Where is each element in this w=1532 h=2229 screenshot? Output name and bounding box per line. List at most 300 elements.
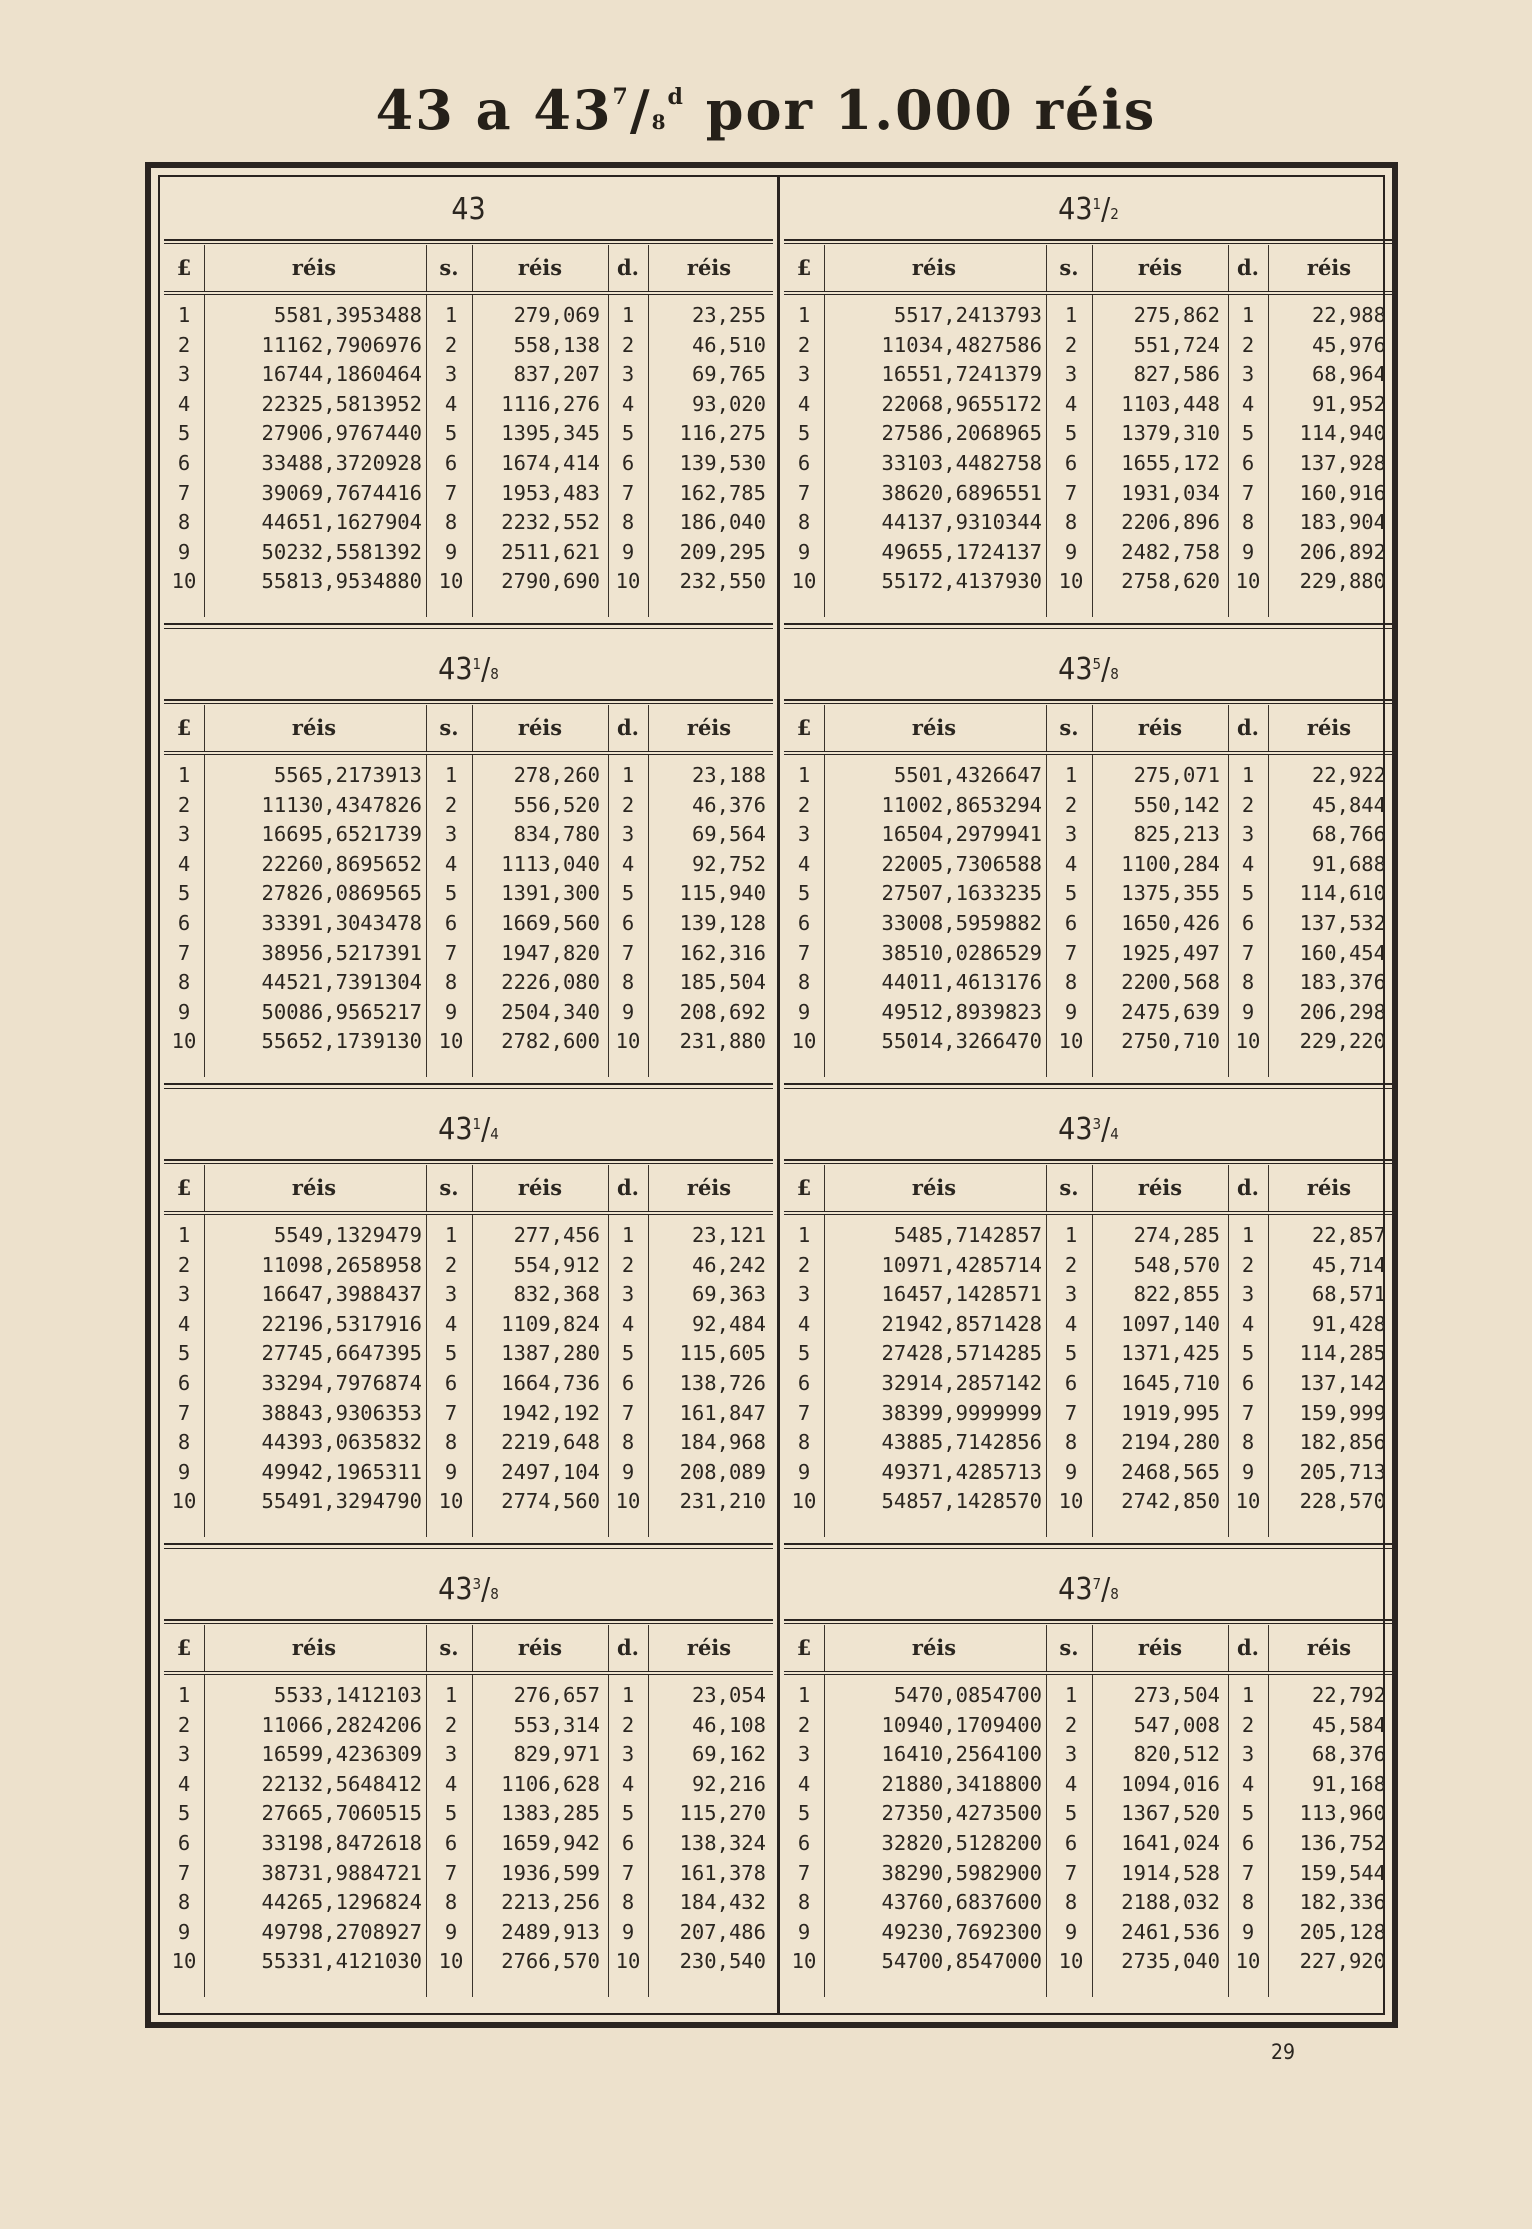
table-cell: 5 — [797, 421, 811, 446]
column-header: réis — [911, 255, 957, 280]
rule-line — [164, 1083, 773, 1085]
table-cell: 4 — [177, 391, 191, 416]
table-cell: 5 — [444, 881, 458, 906]
table-cell: 277,456 — [513, 1223, 600, 1247]
table-cell: 1 — [177, 303, 191, 327]
table-cell: 38843,9306353 — [261, 1400, 422, 1425]
table-cell: 6 — [444, 910, 458, 935]
table-cell: 2461,536 — [1121, 1919, 1220, 1944]
rule-line — [784, 1619, 1393, 1621]
table-cell: 551,724 — [1133, 332, 1220, 357]
column-divider — [1046, 755, 1047, 1077]
table-cell: 10 — [791, 569, 817, 594]
shilling-units-column — [1054, 761, 1088, 1071]
table-cell: 184,968 — [679, 1430, 766, 1455]
rate-block-title: $43^7/8$ — [1058, 1572, 1119, 1607]
table-cell: 10 — [615, 1029, 641, 1054]
column-divider — [204, 1215, 205, 1537]
column-divider — [204, 755, 205, 1077]
table-cell: 10 — [791, 1029, 817, 1054]
rule-line — [784, 623, 1393, 625]
rate-block-5 — [164, 1101, 773, 1561]
column-divider — [426, 755, 427, 1077]
table-cell: 162,316 — [679, 940, 766, 965]
table-cell: 22,988 — [1311, 303, 1386, 327]
table-cell: 5 — [797, 881, 811, 906]
pound-units-column — [164, 1221, 204, 1531]
column-header: réis — [686, 255, 732, 280]
rate-block-3 — [164, 641, 773, 1101]
rule-line — [784, 628, 1393, 629]
table-cell: 27507,1633235 — [881, 881, 1042, 906]
table-cell: 45,584 — [1311, 1712, 1386, 1737]
table-cell: 46,108 — [691, 1712, 766, 1737]
rule-line — [784, 703, 1393, 704]
column-header: réis — [291, 1175, 337, 1200]
table-cell: 10 — [615, 1949, 641, 1974]
table-cell: 38731,9884721 — [261, 1860, 422, 1885]
table-cell: 208,089 — [679, 1459, 766, 1484]
table-cell: 10 — [438, 1489, 464, 1514]
table-cell: 1113,040 — [501, 851, 600, 876]
pounds-reis-column — [832, 1681, 1042, 1991]
rate-block-2 — [784, 181, 1393, 641]
table-cell: 8 — [1241, 510, 1255, 535]
table-cell: 22,792 — [1311, 1683, 1386, 1707]
table-cell: 115,605 — [679, 1341, 766, 1366]
table-cell: 6 — [177, 1830, 191, 1855]
table-cell: 7 — [1241, 480, 1255, 505]
column-divider — [204, 1675, 205, 1997]
column-divider — [472, 1625, 473, 1671]
table-cell: 6 — [1064, 1830, 1078, 1855]
table-cell: 1 — [797, 1683, 811, 1707]
table-cell: 6 — [621, 450, 635, 475]
center-divider — [777, 177, 780, 2013]
table-cell: 44011,4613176 — [881, 970, 1042, 995]
shillings-reis-column — [474, 1681, 600, 1991]
table-cell: 3 — [1064, 362, 1078, 387]
column-divider — [204, 245, 205, 291]
column-divider — [472, 1165, 473, 1211]
table-cell: 7 — [797, 1860, 811, 1885]
table-cell: 93,020 — [691, 391, 766, 416]
table-cell: 27745,6647395 — [261, 1341, 422, 1366]
table-cell: 33103,4482758 — [881, 450, 1042, 475]
table-cell: 7 — [444, 480, 458, 505]
table-cell: 209,295 — [679, 539, 766, 564]
table-cell: 8 — [444, 1430, 458, 1455]
shilling-units-column — [434, 301, 468, 611]
table-cell: 6 — [797, 1370, 811, 1395]
table-cell: 1100,284 — [1121, 851, 1220, 876]
column-header: d. — [617, 715, 639, 740]
table-cell: 3 — [444, 1742, 458, 1767]
table-cell: 6 — [1241, 1830, 1255, 1855]
table-cell: 205,128 — [1299, 1919, 1386, 1944]
table-cell: 1 — [177, 763, 191, 787]
rate-block-title: 43 — [451, 192, 486, 227]
column-header: réis — [686, 1635, 732, 1660]
table-cell: 5 — [621, 421, 635, 446]
pence-units-column — [1228, 1221, 1268, 1531]
table-cell: 2790,690 — [501, 569, 600, 594]
table-cell: 5 — [797, 1801, 811, 1826]
column-divider — [648, 245, 649, 291]
table-cell: 1674,414 — [501, 450, 600, 475]
table-cell: 38290,5982900 — [881, 1860, 1042, 1885]
table-cell: 9 — [444, 1919, 458, 1944]
column-header: £ — [176, 1175, 192, 1200]
conversion-table-inner-border — [158, 175, 1385, 2015]
table-cell: 50232,5581392 — [261, 539, 422, 564]
column-header: réis — [517, 1175, 563, 1200]
table-cell: 8 — [621, 970, 635, 995]
table-cell: 2 — [797, 1712, 811, 1737]
table-cell: 1 — [444, 1683, 458, 1707]
column-header: réis — [1137, 1635, 1183, 1660]
table-cell: 1645,710 — [1121, 1370, 1220, 1395]
table-cell: 27665,7060515 — [261, 1801, 422, 1826]
table-cell: 7 — [177, 1400, 191, 1425]
table-cell: 4 — [177, 1311, 191, 1336]
table-cell: 6 — [444, 1830, 458, 1855]
table-cell: 91,168 — [1311, 1771, 1386, 1796]
column-divider — [824, 755, 825, 1077]
rule-line — [164, 699, 773, 701]
table-cell: 1641,024 — [1121, 1830, 1220, 1855]
table-cell: 6 — [797, 450, 811, 475]
rate-block-title: $43^1/2$ — [1058, 192, 1119, 227]
table-cell: 38956,5217391 — [261, 940, 422, 965]
table-cell: 2 — [444, 332, 458, 357]
table-cell: 7 — [1241, 940, 1255, 965]
table-cell: 9 — [1241, 1459, 1255, 1484]
column-header: réis — [911, 1635, 957, 1660]
column-divider — [1046, 1215, 1047, 1537]
table-cell: 550,142 — [1133, 792, 1220, 817]
column-divider — [1268, 755, 1269, 1077]
column-divider — [1228, 245, 1229, 291]
table-cell: 3 — [1241, 362, 1255, 387]
column-divider — [1046, 295, 1047, 617]
column-divider — [1092, 1165, 1093, 1211]
table-cell: 23,188 — [691, 763, 766, 787]
table-cell: 6 — [1241, 450, 1255, 475]
table-cell: 185,504 — [679, 970, 766, 995]
column-header: s. — [1059, 1175, 1079, 1200]
column-divider — [608, 245, 609, 291]
table-cell: 33391,3043478 — [261, 910, 422, 935]
table-cell: 1383,285 — [501, 1801, 600, 1826]
table-cell: 115,270 — [679, 1801, 766, 1826]
table-cell: 1 — [797, 763, 811, 787]
table-cell: 2750,710 — [1121, 1029, 1220, 1054]
table-cell: 49798,2708927 — [261, 1919, 422, 1944]
table-cell: 2232,552 — [501, 510, 600, 535]
pence-reis-column — [1274, 1681, 1386, 1991]
table-cell: 137,142 — [1299, 1370, 1386, 1395]
table-cell: 1094,016 — [1121, 1771, 1220, 1796]
table-cell: 8 — [1064, 510, 1078, 535]
table-cell: 4 — [797, 1771, 811, 1796]
table-cell: 6 — [621, 1830, 635, 1855]
table-cell: 4 — [1064, 851, 1078, 876]
table-cell: 92,216 — [691, 1771, 766, 1796]
pence-units-column — [1228, 1681, 1268, 1991]
table-cell: 834,780 — [513, 822, 600, 847]
table-cell: 1936,599 — [501, 1860, 600, 1885]
table-cell: 4 — [1241, 1771, 1255, 1796]
table-cell: 22,922 — [1311, 763, 1386, 787]
pence-units-column — [1228, 761, 1268, 1071]
table-cell: 9 — [1064, 1459, 1078, 1484]
table-cell: 1925,497 — [1121, 940, 1220, 965]
rate-block-title: $43^3/4$ — [1058, 1112, 1119, 1147]
column-header: réis — [1137, 1175, 1183, 1200]
pound-units-column — [784, 1681, 824, 1991]
table-cell: 2 — [177, 1252, 191, 1277]
table-cell: 45,844 — [1311, 792, 1386, 817]
table-cell: 2206,896 — [1121, 510, 1220, 535]
table-cell: 2 — [444, 1252, 458, 1277]
table-cell: 1 — [1064, 1683, 1078, 1707]
table-cell: 231,210 — [679, 1489, 766, 1514]
table-cell: 2 — [1064, 332, 1078, 357]
column-divider — [648, 1625, 649, 1671]
table-cell: 5533,1412103 — [273, 1683, 422, 1707]
table-cell: 5 — [621, 1801, 635, 1826]
table-cell: 22260,8695652 — [261, 851, 422, 876]
table-cell: 230,540 — [679, 1949, 766, 1974]
table-cell: 2 — [797, 1252, 811, 1277]
column-divider — [824, 705, 825, 751]
table-cell: 1659,942 — [501, 1830, 600, 1855]
table-cell: 16410,2564100 — [881, 1742, 1042, 1767]
table-cell: 2482,758 — [1121, 539, 1220, 564]
table-cell: 1 — [621, 303, 635, 327]
table-cell: 4 — [177, 1771, 191, 1796]
table-cell: 6 — [1064, 1370, 1078, 1395]
pence-reis-column — [1274, 301, 1386, 611]
table-cell: 49655,1724137 — [881, 539, 1042, 564]
table-cell: 8 — [177, 510, 191, 535]
column-divider — [426, 705, 427, 751]
table-cell: 547,008 — [1133, 1712, 1220, 1737]
rate-block-1 — [164, 181, 773, 641]
rule-line — [784, 1088, 1393, 1089]
table-cell: 1953,483 — [501, 480, 600, 505]
table-cell: 6 — [1064, 910, 1078, 935]
table-cell: 8 — [444, 970, 458, 995]
table-cell: 9 — [177, 539, 191, 564]
table-cell: 232,550 — [679, 569, 766, 594]
table-cell: 68,571 — [1311, 1282, 1386, 1307]
shillings-reis-column — [474, 761, 600, 1071]
table-cell: 2 — [621, 1252, 635, 1277]
table-cell: 2188,032 — [1121, 1890, 1220, 1915]
column-header: £ — [176, 715, 192, 740]
table-cell: 43885,7142856 — [881, 1430, 1042, 1455]
table-cell: 2489,913 — [501, 1919, 600, 1944]
table-cell: 6 — [621, 910, 635, 935]
column-header: s. — [439, 1635, 459, 1660]
table-cell: 8 — [797, 970, 811, 995]
table-cell: 206,892 — [1299, 539, 1386, 564]
table-cell: 7 — [177, 480, 191, 505]
table-cell: 162,785 — [679, 480, 766, 505]
column-divider — [426, 295, 427, 617]
table-cell: 10 — [1235, 1949, 1261, 1974]
table-cell: 8 — [1064, 1430, 1078, 1455]
table-cell: 9 — [1241, 1919, 1255, 1944]
table-cell: 1 — [1241, 1683, 1255, 1707]
table-cell: 1664,736 — [501, 1370, 600, 1395]
table-cell: 33198,8472618 — [261, 1830, 422, 1855]
table-cell: 27586,2068965 — [881, 421, 1042, 446]
table-cell: 2742,850 — [1121, 1489, 1220, 1514]
column-divider — [1268, 1165, 1269, 1211]
table-cell: 4 — [797, 851, 811, 876]
column-header: réis — [1306, 1175, 1352, 1200]
table-cell: 116,275 — [679, 421, 766, 446]
rule-line — [164, 703, 773, 704]
column-divider — [824, 1625, 825, 1671]
table-cell: 3 — [797, 822, 811, 847]
table-cell: 68,376 — [1311, 1742, 1386, 1767]
column-header: £ — [176, 1635, 192, 1660]
table-cell: 160,454 — [1299, 940, 1386, 965]
table-cell: 3 — [797, 1742, 811, 1767]
rule-line — [784, 754, 1393, 755]
table-cell: 7 — [444, 1400, 458, 1425]
table-cell: 3 — [1064, 1742, 1078, 1767]
table-cell: 1 — [1241, 303, 1255, 327]
table-cell: 9 — [621, 1919, 635, 1944]
table-cell: 44137,9310344 — [881, 510, 1042, 535]
column-divider — [648, 1215, 649, 1537]
table-cell: 827,586 — [1133, 362, 1220, 387]
table-cell: 44265,1296824 — [261, 1890, 422, 1915]
column-header: d. — [1237, 1175, 1259, 1200]
pounds-reis-column — [212, 1221, 422, 1531]
table-cell: 2219,648 — [501, 1430, 600, 1455]
table-cell: 554,912 — [513, 1252, 600, 1277]
table-cell: 9 — [621, 1459, 635, 1484]
rule-line — [784, 1548, 1393, 1549]
column-header: d. — [1237, 1635, 1259, 1660]
table-cell: 5 — [1241, 421, 1255, 446]
table-cell: 3 — [621, 362, 635, 387]
table-cell: 91,952 — [1311, 391, 1386, 416]
pence-units-column — [608, 761, 648, 1071]
table-cell: 1914,528 — [1121, 1860, 1220, 1885]
column-divider — [648, 755, 649, 1077]
column-divider — [1092, 1625, 1093, 1671]
column-divider — [1092, 755, 1093, 1077]
column-divider — [1046, 1165, 1047, 1211]
column-divider — [824, 1215, 825, 1537]
table-cell: 10 — [615, 569, 641, 594]
table-cell: 2511,621 — [501, 539, 600, 564]
table-cell: 114,940 — [1299, 421, 1386, 446]
shilling-units-column — [434, 1681, 468, 1991]
column-header: s. — [439, 1175, 459, 1200]
table-cell: 825,213 — [1133, 822, 1220, 847]
rule-line — [164, 1623, 773, 1624]
table-cell: 1650,426 — [1121, 910, 1220, 935]
table-cell: 33294,7976874 — [261, 1370, 422, 1395]
rule-line — [784, 1214, 1393, 1215]
pence-reis-column — [654, 1681, 766, 1991]
table-cell: 6 — [444, 1370, 458, 1395]
column-divider — [1268, 705, 1269, 751]
table-cell: 22,857 — [1311, 1223, 1386, 1247]
table-cell: 8 — [444, 510, 458, 535]
table-cell: 27826,0869565 — [261, 881, 422, 906]
rule-line — [164, 294, 773, 295]
table-cell: 136,752 — [1299, 1830, 1386, 1855]
table-cell: 68,964 — [1311, 362, 1386, 387]
table-cell: 1 — [1064, 763, 1078, 787]
table-cell: 10971,4285714 — [881, 1252, 1042, 1277]
table-cell: 10 — [1235, 1029, 1261, 1054]
column-header: réis — [1306, 715, 1352, 740]
table-cell: 27350,4273500 — [881, 1801, 1042, 1826]
pounds-reis-column — [832, 1221, 1042, 1531]
table-cell: 46,376 — [691, 792, 766, 817]
table-cell: 11002,8653294 — [881, 792, 1042, 817]
table-cell: 49942,1965311 — [261, 1459, 422, 1484]
table-cell: 4 — [444, 851, 458, 876]
table-cell: 2 — [1241, 792, 1255, 817]
table-cell: 2 — [797, 792, 811, 817]
table-cell: 114,610 — [1299, 881, 1386, 906]
table-cell: 2497,104 — [501, 1459, 600, 1484]
table-cell: 54700,8547000 — [881, 1949, 1042, 1974]
table-cell: 49230,7692300 — [881, 1919, 1042, 1944]
table-cell: 92,752 — [691, 851, 766, 876]
pence-units-column — [1228, 301, 1268, 611]
table-cell: 27906,9767440 — [261, 421, 422, 446]
column-header: £ — [176, 255, 192, 280]
table-cell: 9 — [444, 539, 458, 564]
table-cell: 2 — [1064, 1252, 1078, 1277]
table-cell: 16504,2979941 — [881, 822, 1042, 847]
table-cell: 1375,355 — [1121, 881, 1220, 906]
table-cell: 1 — [797, 303, 811, 327]
table-cell: 3 — [621, 1742, 635, 1767]
rule-line — [784, 699, 1393, 701]
table-cell: 3 — [1064, 822, 1078, 847]
table-cell: 5501,4326647 — [893, 763, 1042, 787]
table-cell: 49512,8939823 — [881, 999, 1042, 1024]
table-cell: 55014,3266470 — [881, 1029, 1042, 1054]
column-header: réis — [291, 255, 337, 280]
table-cell: 10 — [791, 1949, 817, 1974]
page-number: 29 — [1270, 2040, 1296, 2064]
table-cell: 2 — [621, 1712, 635, 1737]
table-cell: 6 — [177, 450, 191, 475]
table-cell: 54857,1428570 — [881, 1489, 1042, 1514]
table-cell: 9 — [177, 1919, 191, 1944]
rule-line — [784, 1083, 1393, 1085]
table-cell: 5 — [621, 1341, 635, 1366]
table-cell: 39069,7674416 — [261, 480, 422, 505]
table-cell: 10 — [171, 1489, 197, 1514]
pound-units-column — [164, 1681, 204, 1991]
table-cell: 5 — [177, 1801, 191, 1826]
